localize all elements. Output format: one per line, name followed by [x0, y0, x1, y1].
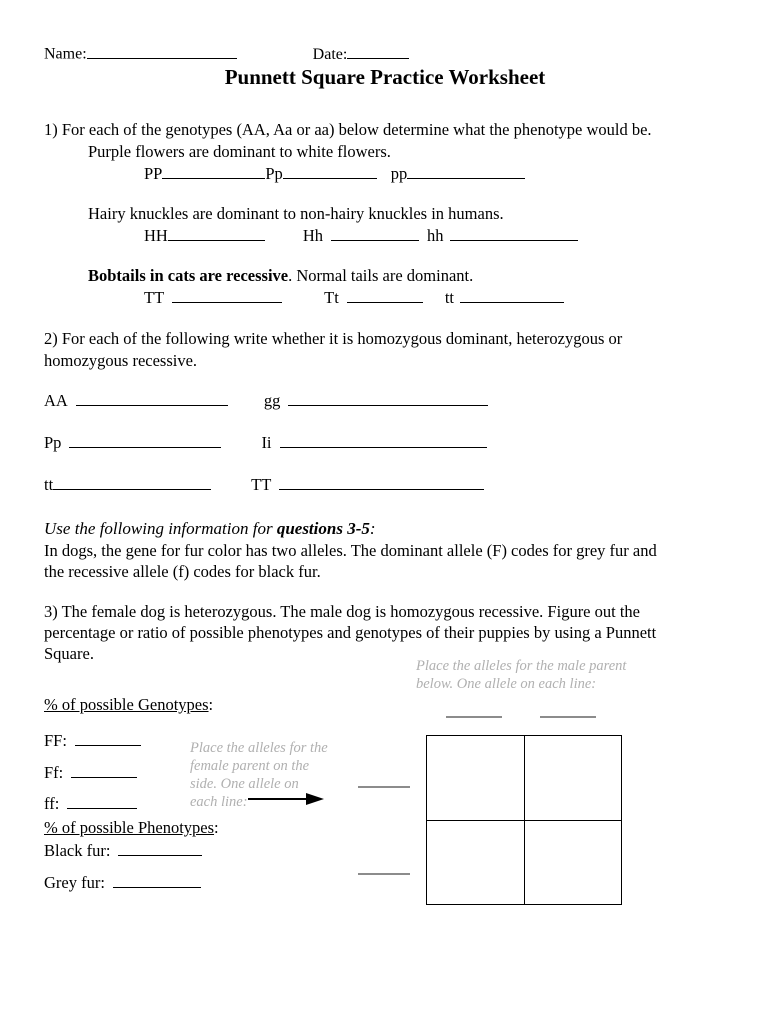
info-heading — [44, 518, 744, 539]
genotype-blank-HH[interactable] — [168, 226, 265, 241]
answer-blank-grey-fur[interactable] — [113, 873, 201, 888]
answer-row-ff — [44, 793, 344, 814]
answer-label-black-fur: Black fur: — [44, 841, 111, 860]
genotype-label-tt: tt — [444, 288, 455, 307]
genotype-blank-pp[interactable] — [407, 164, 525, 179]
answer-label-Ff: Ff: — [44, 763, 64, 782]
genotype-label-hh: hh — [427, 226, 444, 245]
info-line-2: the recessive allele (f) codes for black fur. — [44, 562, 321, 581]
male-parent-instruction-line-1: Place the alleles for the male parent — [416, 658, 627, 674]
question-1-prompt: 1) For each of the genotypes (AA, Aa or aa) below determine what the phenotype would be. — [44, 120, 652, 139]
punnett-cell-3[interactable] — [524, 820, 621, 904]
question-2-prompt-line1: 2) For each of the following write whether it is homozygous dominant, heterozygous or — [44, 329, 623, 348]
genotypes-heading-colon: : — [208, 695, 214, 714]
answer-row-Ff — [44, 762, 344, 783]
genotypes-heading — [44, 694, 344, 715]
answer-row-black-fur — [44, 840, 344, 861]
question-1b-answers — [144, 225, 744, 246]
genotype-label-HH: HH — [144, 226, 168, 245]
genotype-label-Tt: Tt — [324, 288, 339, 307]
question-3-line-2: percentage or ratio of possible phenotypes and genotypes of their puppies by using a Punnett — [44, 623, 657, 642]
question-2-prompt-line2: homozygous recessive. — [44, 351, 198, 370]
genotype-label-pp: pp — [390, 164, 408, 183]
phenotypes-heading-colon: : — [214, 818, 219, 837]
male-allele-blank-1[interactable] — [446, 716, 502, 718]
question-1a-text: Purple flowers are dominant to white flowers. — [88, 142, 391, 161]
genotype-blank-PP[interactable] — [162, 164, 265, 179]
female-parent-instruction-line-4: each line: — [190, 794, 248, 810]
answer-row-FF — [44, 730, 344, 751]
answer-blank-ff[interactable] — [67, 794, 137, 809]
female-parent-instruction-line-3: side. One allele on — [190, 776, 299, 792]
question-1c-bold: Bobtails in cats are recessive — [88, 266, 289, 285]
genotype-blank-tt-c[interactable] — [460, 288, 564, 303]
answer-blank-FF[interactable] — [75, 731, 141, 746]
genotype-label-Pp-q2: Pp — [44, 433, 62, 452]
genotype-label-PP: PP — [144, 164, 163, 183]
question-2-row-1 — [44, 390, 704, 411]
female-parent-instruction-line-1: Place the alleles for the — [190, 740, 328, 756]
genotype-blank-gg[interactable] — [288, 391, 488, 406]
question-1c-answers — [144, 287, 744, 308]
info-heading-colon: : — [369, 519, 376, 538]
date-label: Date: — [312, 45, 348, 63]
male-allele-blank-2[interactable] — [540, 716, 596, 718]
genotype-blank-Pp[interactable] — [283, 164, 377, 179]
question-1c-rest: . Normal tails are dominant. — [288, 266, 474, 285]
phenotypes-heading — [44, 817, 344, 838]
genotype-blank-hh[interactable] — [450, 226, 578, 241]
question-3-line-3: Square. — [44, 644, 94, 663]
genotype-label-TT: TT — [144, 288, 165, 307]
question-3-line-1: 3) The female dog is heterozygous. The male dog is homozygous recessive. Figure out the — [44, 602, 640, 621]
date-blank[interactable] — [347, 44, 409, 59]
genotype-blank-Pp-q2[interactable] — [69, 433, 221, 448]
genotype-blank-TT[interactable] — [172, 288, 282, 303]
punnett-cell-1[interactable] — [524, 736, 621, 820]
student-info-header — [44, 44, 734, 65]
genotypes-heading-text: % of possible Genotypes — [44, 695, 209, 714]
punnett-horizontal-divider — [427, 820, 621, 821]
page-title: Punnett Square Practice Worksheet — [224, 65, 546, 89]
genotype-label-gg: gg — [263, 391, 281, 410]
question-2-row-2 — [44, 432, 704, 453]
genotype-blank-Tt[interactable] — [347, 288, 423, 303]
female-allele-blank-2[interactable] — [358, 873, 410, 875]
answer-blank-Ff[interactable] — [71, 763, 137, 778]
question-2-row-3 — [44, 474, 704, 495]
genotype-blank-Ii[interactable] — [280, 433, 487, 448]
phenotypes-heading-text: % of possible Phenotypes — [44, 818, 215, 837]
name-blank[interactable] — [87, 44, 237, 59]
genotype-blank-Hh[interactable] — [331, 226, 419, 241]
male-parent-instruction-line-2: below. One allele on each line: — [416, 676, 597, 692]
genotype-label-TT-q2: TT — [251, 475, 272, 494]
info-heading-questions: questions 3-5 — [276, 519, 370, 538]
answer-blank-black-fur[interactable] — [118, 841, 202, 856]
punnett-cell-0[interactable] — [427, 736, 524, 820]
genotype-label-Hh: Hh — [302, 226, 324, 245]
name-label: Name: — [44, 45, 87, 63]
genotype-blank-TT-q2[interactable] — [279, 475, 484, 490]
genotype-label-AA: AA — [44, 391, 68, 410]
question-1a-answers — [144, 163, 744, 184]
punnett-square[interactable] — [426, 735, 622, 905]
female-allele-blank-1[interactable] — [358, 786, 410, 788]
answer-label-grey-fur: Grey fur: — [44, 873, 105, 892]
date-group — [313, 46, 410, 63]
genotype-label-tt-q2: tt — [44, 475, 54, 494]
info-heading-lead: Use the following information for — [44, 519, 277, 538]
genotype-blank-tt-q2[interactable] — [53, 475, 211, 490]
genotype-blank-AA[interactable] — [76, 391, 228, 406]
question-1b-text: Hairy knuckles are dominant to non-hairy knuckles in humans. — [88, 204, 504, 223]
question-1c-text — [44, 265, 770, 286]
answer-label-FF: FF: — [44, 731, 67, 750]
info-line-1: In dogs, the gene for fur color has two alleles. The dominant allele (F) codes for grey fur and — [44, 541, 657, 560]
male-parent-instruction — [416, 657, 656, 693]
answer-label-ff: ff: — [44, 794, 60, 813]
genotype-label-Ii: Ii — [261, 433, 272, 452]
female-parent-instruction-line-2: female parent on the — [190, 758, 310, 774]
genotype-label-Pp: Pp — [265, 164, 283, 183]
answer-row-grey-fur — [44, 872, 344, 893]
punnett-cell-2[interactable] — [427, 820, 524, 904]
